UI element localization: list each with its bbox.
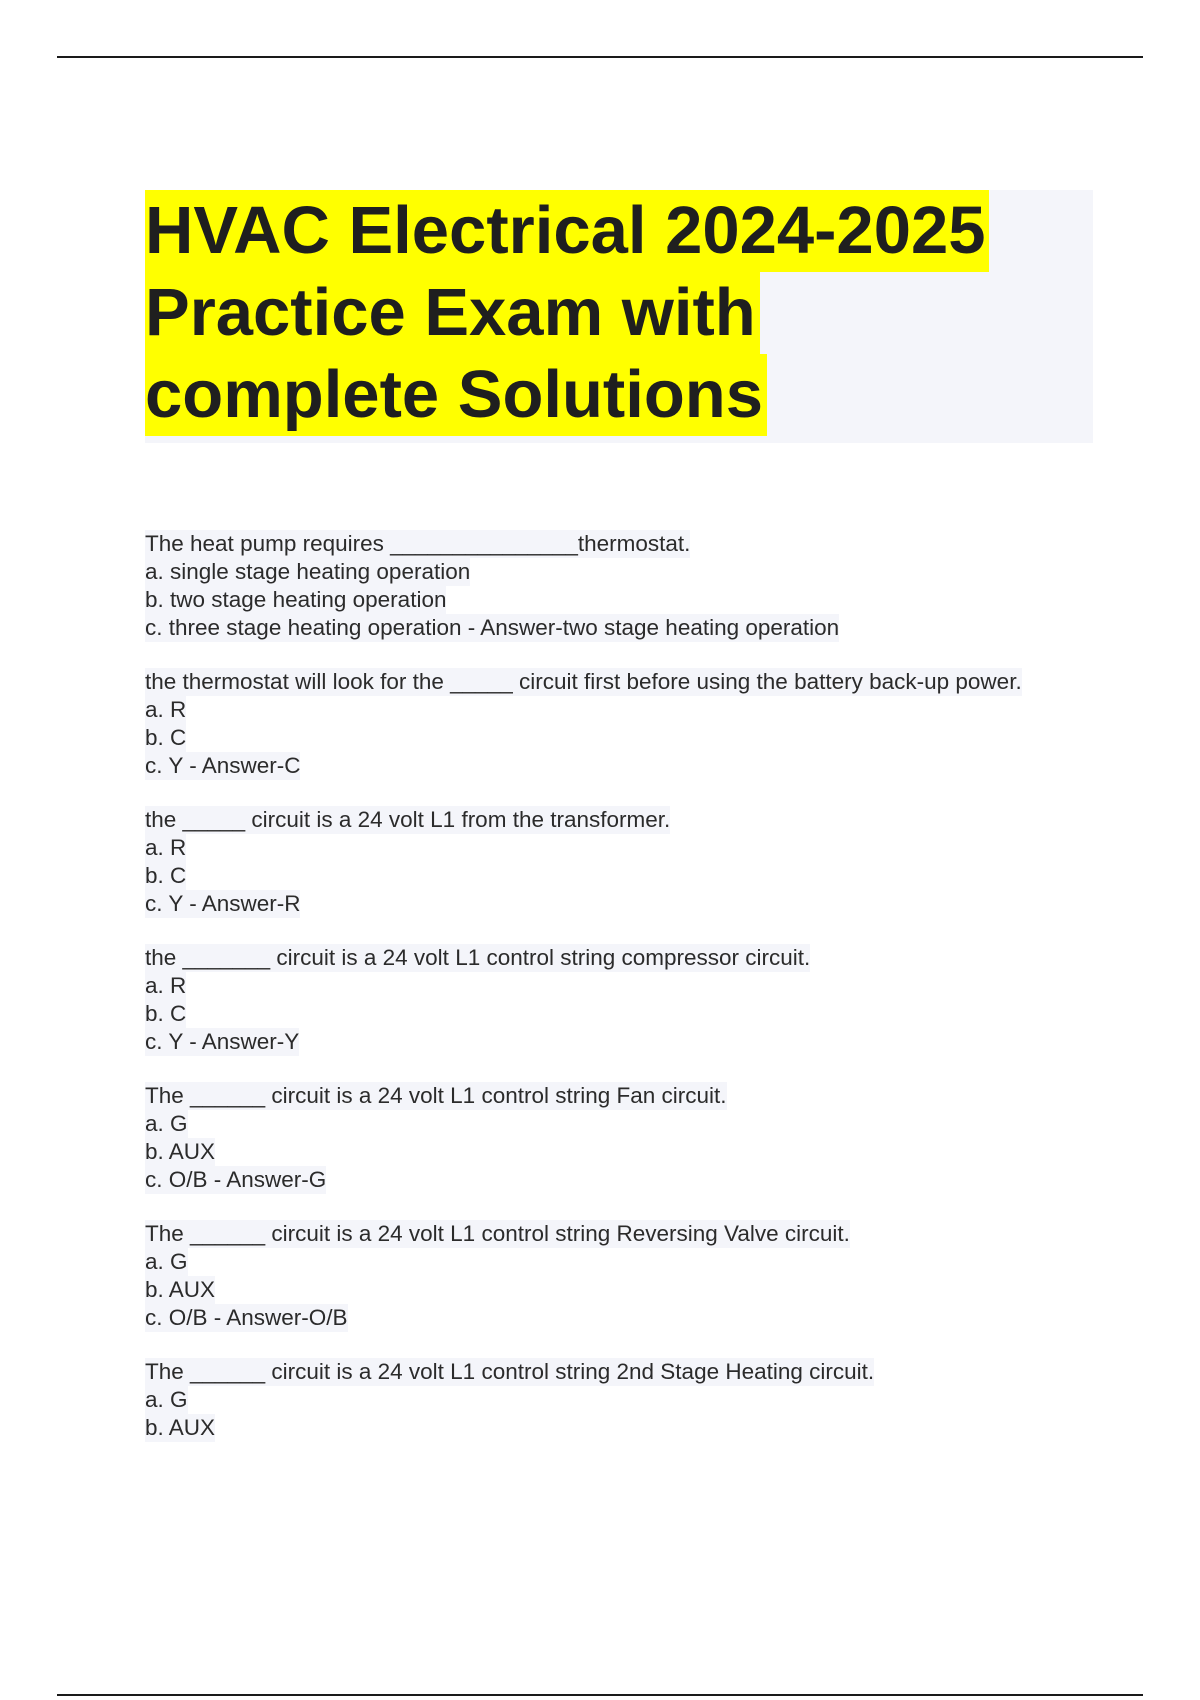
- answer-option: a. R: [145, 697, 187, 722]
- question-list: [145, 530, 1105, 1468]
- answer-option: c. O/B - Answer-G: [145, 1167, 327, 1192]
- answer-option: b. C: [145, 725, 187, 750]
- question-stem: The ______ circuit is a 24 volt L1 control string Reversing Valve circuit.: [145, 1221, 850, 1246]
- title-line: complete Solutions: [145, 354, 767, 436]
- answer-option: a. G: [145, 1249, 188, 1274]
- title-block: [145, 190, 1093, 443]
- answer-option: a. G: [145, 1111, 188, 1136]
- question-item: [145, 1082, 1105, 1194]
- answer-option: b. AUX: [145, 1139, 216, 1164]
- answer-option: a. G: [145, 1387, 188, 1412]
- answer-option: a. single stage heating operation: [145, 559, 471, 584]
- answer-option: b. two stage heating operation: [145, 587, 447, 612]
- answer-option: c. O/B - Answer-O/B: [145, 1305, 348, 1330]
- header-rule: [57, 56, 1143, 58]
- question-stem: the _____ circuit is a 24 volt L1 from the transformer.: [145, 807, 671, 832]
- answer-option: c. three stage heating operation - Answer-two stage heating operation: [145, 615, 840, 640]
- title-line: Practice Exam with: [145, 272, 760, 354]
- answer-option: b. C: [145, 1001, 187, 1026]
- answer-option: a. R: [145, 835, 187, 860]
- title-line: HVAC Electrical 2024-2025: [145, 190, 989, 272]
- answer-option: a. R: [145, 973, 187, 998]
- answer-option: b. C: [145, 863, 187, 888]
- question-stem: the _______ circuit is a 24 volt L1 control string compressor circuit.: [145, 945, 811, 970]
- question-stem: the thermostat will look for the _____ circuit first before using the battery back-up power.: [145, 669, 1022, 694]
- answer-option: c. Y - Answer-R: [145, 891, 301, 916]
- answer-option: b. AUX: [145, 1277, 216, 1302]
- question-stem: The ______ circuit is a 24 volt L1 control string Fan circuit.: [145, 1083, 727, 1108]
- question-item: [145, 1358, 1105, 1442]
- question-stem: The ______ circuit is a 24 volt L1 control string 2nd Stage Heating circuit.: [145, 1359, 875, 1384]
- document-title: [145, 190, 1093, 436]
- answer-option: b. AUX: [145, 1415, 216, 1440]
- question-item: [145, 530, 1105, 642]
- footer-rule: [57, 1694, 1143, 1696]
- answer-option: c. Y - Answer-C: [145, 753, 301, 778]
- question-stem: The heat pump requires _______________thermostat.: [145, 531, 691, 556]
- question-item: [145, 944, 1105, 1056]
- question-item: [145, 668, 1105, 780]
- answer-option: c. Y - Answer-Y: [145, 1029, 300, 1054]
- question-item: [145, 1220, 1105, 1332]
- question-item: [145, 806, 1105, 918]
